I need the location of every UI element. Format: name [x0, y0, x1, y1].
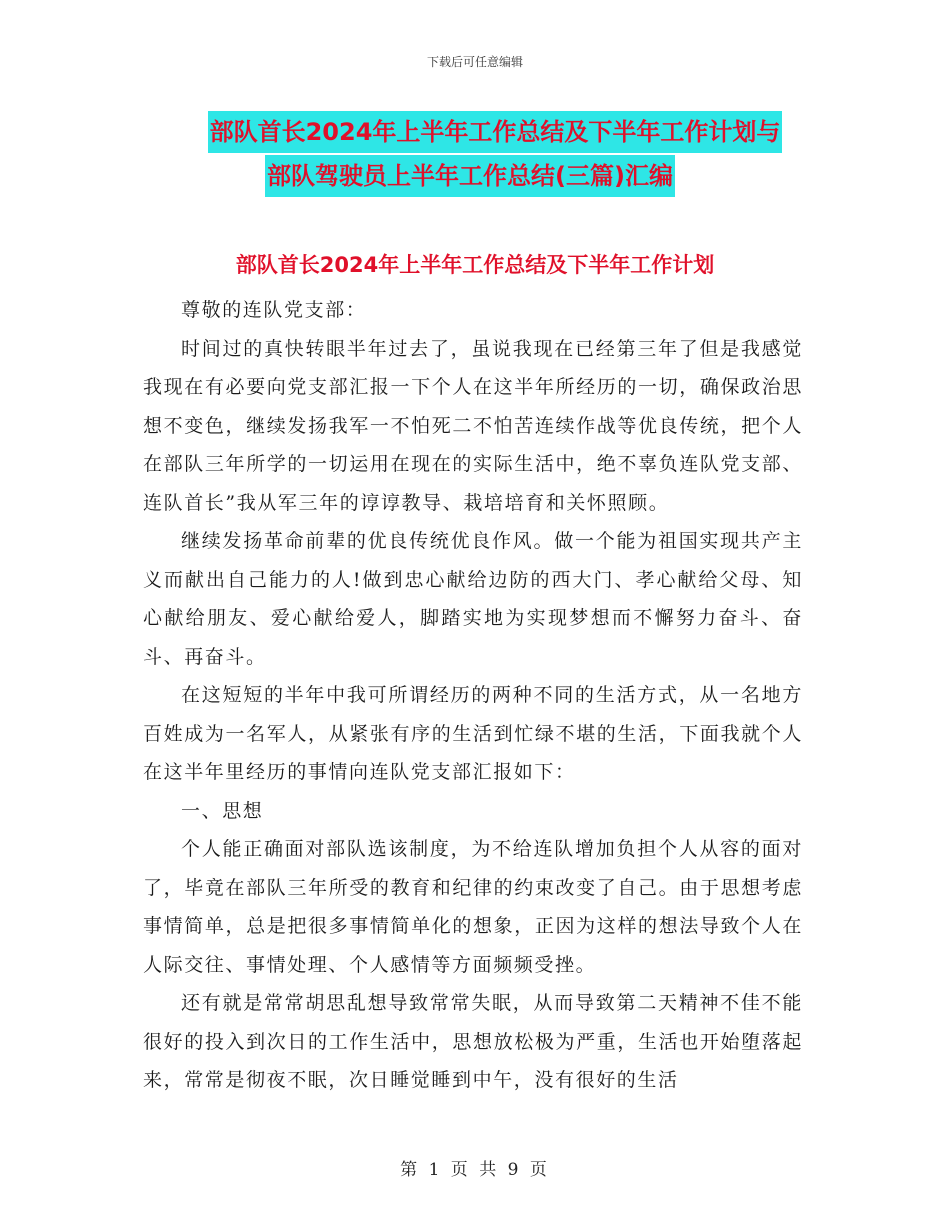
body-text [143, 291, 803, 1100]
paragraph: 在这短短的半年中我可所谓经历的两种不同的生活方式，从一名地方百姓成为一名军人，从紧张有序的生活到忙绿不堪的生活，下面我就个人在这半年里经历的事情向连队党支部汇报如下： [143, 684, 803, 783]
paragraph: 还有就是常常胡思乱想导致常常失眠，从而导致第二天精神不佳不能很好的投入到次日的工作生活中，思想放松极为严重，生活也开始堕落起来，常常是彻夜不眠，次日睡觉睡到中午，没有很好的生活 [143, 992, 803, 1091]
header-note: 下载后可任意编辑 [426, 55, 523, 69]
document-title-line-2: 部队驾驶员上半年工作总结(三篇)汇编 [265, 155, 675, 197]
page-footer: 第 1 页 共 9 页 [400, 1160, 550, 1180]
document-title-line-1: 部队首长2024年上半年工作总结及下半年工作计划与 [208, 111, 783, 153]
section-title: 部队首长2024年上半年工作总结及下半年工作计划 [235, 253, 715, 277]
salutation: 尊敬的连队党支部： [181, 299, 367, 321]
document-title [0, 110, 950, 198]
paragraph: 个人能正确面对部队选该制度，为不给连队增加负担个人从容的面对了，毕竟在部队三年所受的教育和纪律的约束改变了自己。由于思想考虑事情简单，总是把很多事情简单化的想象，正因为这样的想法导致个人在人际交往、事情处理、个人感情等方面频频受挫。 [143, 838, 803, 976]
paragraph: 继续发扬革命前辈的优良传统优良作风。做一个能为祖国实现共产主义而献出自己能力的人!做到忠心献给边防的西大门、孝心献给父母、知心献给朋友、爱心献给爱人，脚踏实地为实现梦想而不懈努力奋斗、奋斗、再奋斗。 [143, 530, 803, 668]
subheading: 一、思想 [181, 799, 264, 822]
paragraph: 时间过的真快转眼半年过去了，虽说我现在已经第三年了但是我感觉我现在有必要向党支部汇报一下个人在这半年所经历的一切，确保政治思想不变色，继续发扬我军一不怕死二不怕苦连续作战等优良传统，把个人在部队三年所学的一切运用在现在的实际生活中，绝不辜负连队党支部、连队首长”我从军三年的谆谆教导、栽培培育和关怀照顾。 [143, 337, 803, 514]
